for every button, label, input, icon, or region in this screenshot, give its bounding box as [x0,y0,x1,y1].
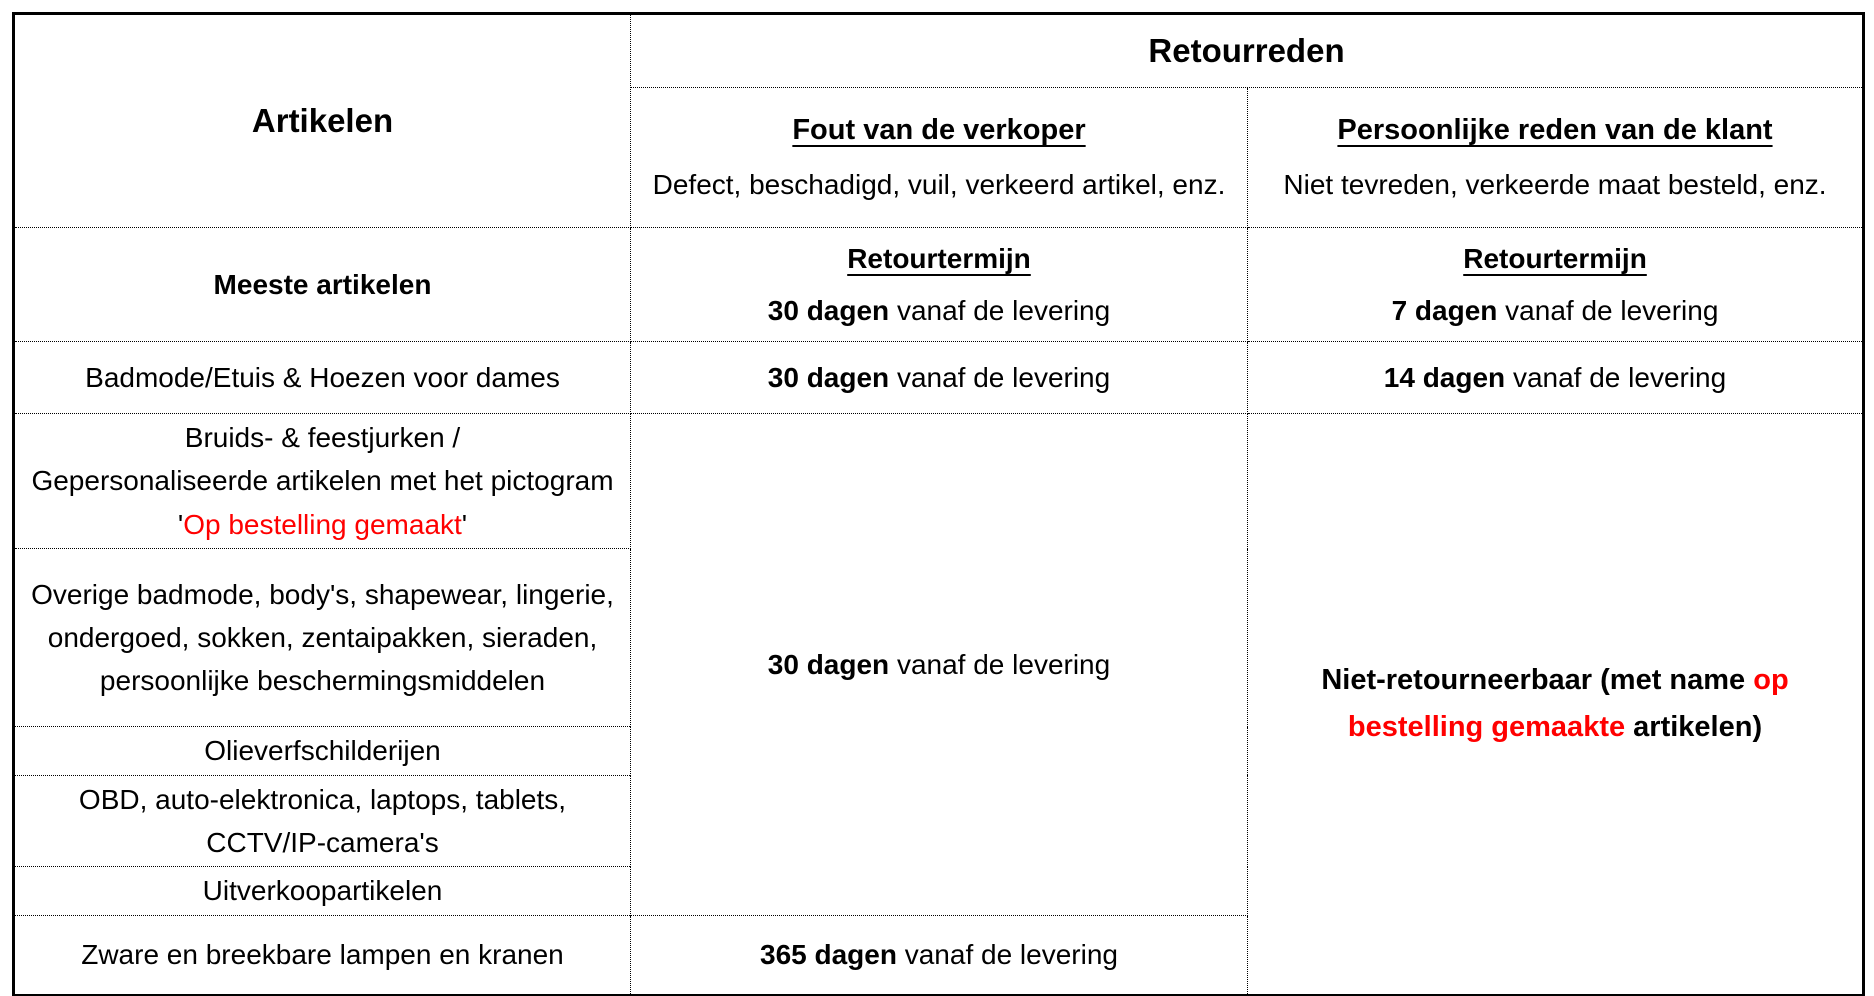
retourtermijn-title-customer: Retourtermijn [1463,243,1647,275]
badmode-label: Badmode/Etuis & Hoezen voor dames [85,361,560,393]
artikelen-title: Artikelen [251,102,394,140]
cell-zware-label [14,915,631,995]
merged-seller-period: 30 dagen vanaf de levering [767,648,1111,680]
meeste-seller-period: 30 dagen vanaf de levering [767,294,1111,326]
row-meeste-artikelen [14,228,1864,342]
cell-meeste-seller-term [631,228,1248,342]
badmode-seller-period: 30 dagen vanaf de levering [767,361,1111,393]
cell-zware-seller-term [631,915,1248,995]
cell-seller-fault-header [631,88,1248,228]
cell-artikelen-header [14,14,631,228]
bruids-line1: Bruids- & feestjurken / [184,422,461,453]
return-policy-table [12,12,1865,996]
customer-reason-desc: Niet tevreden, verkeerde maat besteld, enz. [1283,169,1827,201]
uitverkoop-label: Uitverkoopartikelen [202,875,443,907]
cell-overige-label [14,549,631,727]
customer-reason-title: Persoonlijke reden van de klant [1337,114,1773,147]
non-returnable-text: Niet-retourneerbaar (met name op bestelling gemaakte artikelen) [1321,664,1789,743]
zware-seller-period: 365 dagen vanaf de levering [760,939,1118,971]
zware-label: Zware en breekbare lampen en kranen [81,939,564,971]
header-row-retourreden [14,14,1864,88]
retourtermijn-title-seller: Retourtermijn [847,243,1031,275]
cell-badmode-customer-term [1248,342,1864,414]
cell-customer-reason-header [1248,88,1864,228]
badmode-customer-period: 14 dagen vanaf de levering [1383,361,1727,393]
cell-bruids-label [14,414,631,549]
obd-label: OBD, auto-elektronica, laptops, tablets, CCTV/IP-camera's [78,783,567,858]
cell-uitverkoop-label [14,867,631,915]
retourreden-title: Retourreden [1148,32,1345,70]
olieverf-label: Olieverfschilderijen [204,735,441,767]
row-bruids [14,414,1864,549]
cell-badmode-label [14,342,631,414]
overige-label: Overige badmode, body's, shapewear, lingerie, ondergoed, sokken, zentaipakken, sieraden, persoonlijke beschermingsmiddelen [31,578,614,697]
meeste-customer-period: 7 dagen vanaf de levering [1391,294,1719,326]
cell-meeste-customer-term [1248,228,1864,342]
seller-fault-title: Fout van de verkoper [792,114,1086,147]
non-returnable-red-text: op bestelling gemaakte [1347,664,1789,743]
cell-merged-non-returnable [1248,414,1864,996]
bruids-line2: Gepersonaliseerde artikelen met het pictogram 'Op bestelling gemaakt' [31,465,614,540]
row-badmode [14,342,1864,414]
seller-fault-desc: Defect, beschadigd, vuil, verkeerd artikel, enz. [652,169,1226,201]
cell-meeste-label [14,228,631,342]
bruids-red-text: Op bestelling gemaakt [183,508,462,540]
cell-merged-seller-30-dagen [631,414,1248,916]
cell-badmode-seller-term [631,342,1248,414]
meeste-label: Meeste artikelen [213,268,432,300]
cell-obd-label [14,775,631,867]
cell-retourreden-header [631,14,1864,88]
cell-olieverf-label [14,727,631,775]
